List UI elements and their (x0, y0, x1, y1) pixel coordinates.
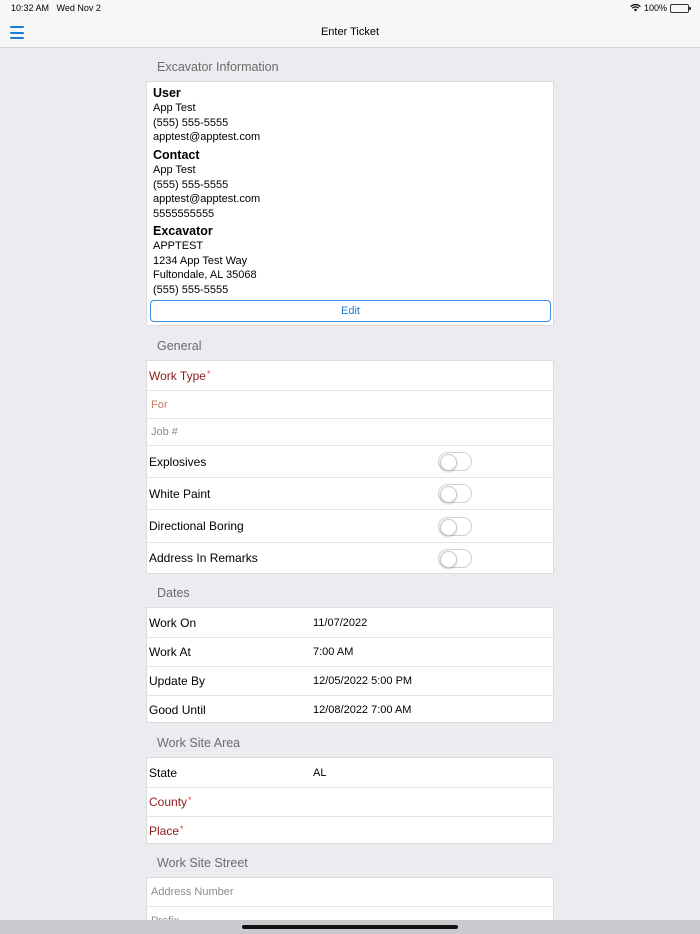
excavator-street: 1234 App Test Way (153, 254, 248, 267)
date-text: Wed Nov 2 (56, 3, 101, 13)
place-label: Place* (149, 823, 184, 838)
wifi-icon (630, 4, 641, 12)
contact-alt-phone: 5555555555 (153, 207, 215, 220)
excavator-title: Excavator (153, 224, 213, 238)
excavator-company: APPTEST (153, 240, 204, 252)
contact-name: App Test (153, 164, 196, 176)
section-header-work-site-area: Work Site Area (157, 736, 241, 750)
page-title: Enter Ticket (320, 26, 380, 38)
excavator-info-card (146, 81, 554, 326)
work-site-area-card (146, 757, 554, 844)
excavator-phone: (555) 555-5555 (153, 283, 229, 296)
user-name: App Test (153, 102, 196, 114)
contact-title: Contact (153, 148, 200, 162)
contact-email: apptest@apptest.com (153, 193, 261, 205)
section-header-work-site-street: Work Site Street (157, 856, 248, 870)
place-row[interactable] (147, 816, 553, 844)
state-label: State (149, 765, 178, 780)
work-on-value: 11/07/2022 (313, 616, 368, 629)
directional-boring-toggle[interactable] (438, 517, 472, 536)
address-in-remarks-row (147, 542, 553, 573)
excavator-city: Fultondale, AL 35068 (153, 269, 257, 281)
county-label: County* (149, 795, 192, 809)
user-title: User (153, 86, 181, 100)
address-in-remarks-label: Address In Remarks (149, 551, 258, 565)
excavator-block (147, 224, 257, 297)
good-until-row[interactable] (147, 695, 553, 723)
directional-boring-label: Directional Boring (149, 519, 244, 533)
work-on-row[interactable] (147, 608, 553, 637)
job-number-placeholder: Job # (151, 426, 178, 438)
user-phone: (555) 555-5555 (153, 116, 229, 129)
general-card (146, 360, 554, 574)
update-by-label: Update By (149, 674, 206, 688)
section-header-excavator-information: Excavator Information (157, 60, 279, 74)
address-number-field[interactable] (147, 878, 553, 906)
home-indicator[interactable] (242, 925, 458, 929)
for-field[interactable] (147, 390, 553, 418)
status-bar (0, 0, 700, 17)
explosives-toggle[interactable] (438, 452, 472, 471)
required-asterisk: * (206, 368, 211, 379)
county-row[interactable] (147, 787, 553, 816)
status-right (630, 3, 689, 13)
explosives-row (147, 445, 553, 477)
user-email: apptest@apptest.com (153, 131, 261, 143)
work-on-label: Work On (149, 615, 197, 630)
work-at-value: 7:00 AM (313, 646, 354, 658)
update-by-row[interactable] (147, 666, 553, 695)
contact-block (147, 148, 260, 221)
work-at-row[interactable] (147, 637, 553, 666)
section-header-dates: Dates (157, 586, 190, 600)
status-time (11, 3, 101, 13)
user-block (147, 86, 260, 145)
white-paint-toggle[interactable] (438, 484, 472, 503)
update-by-value: 12/05/2022 5:00 PM (313, 675, 413, 687)
address-number-placeholder: Address Number (151, 886, 234, 898)
job-number-field[interactable] (147, 418, 553, 445)
battery-text: 100% (643, 3, 667, 13)
work-at-label: Work At (149, 645, 191, 659)
directional-boring-row (147, 509, 553, 542)
white-paint-row (147, 477, 553, 509)
work-type-row[interactable] (147, 361, 553, 390)
required-asterisk: * (188, 795, 192, 805)
state-row[interactable] (147, 758, 553, 787)
address-in-remarks-toggle[interactable] (438, 549, 472, 568)
section-header-general: General (157, 339, 202, 353)
work-type-label: Work Type* (149, 368, 211, 383)
state-value: AL (313, 766, 327, 779)
explosives-label: Explosives (149, 454, 207, 469)
good-until-label: Good Until (149, 702, 206, 717)
contact-phone: (555) 555-5555 (153, 178, 229, 191)
dates-card (146, 607, 554, 723)
battery-icon (670, 4, 689, 13)
for-placeholder: For (151, 398, 168, 411)
good-until-value: 12/08/2022 7:00 AM (313, 703, 412, 716)
time-text: 10:32 AM (11, 3, 50, 13)
white-paint-label: White Paint (149, 486, 211, 501)
required-asterisk: * (180, 823, 184, 834)
nav-bar (0, 17, 700, 48)
edit-button[interactable]: Edit (150, 300, 551, 322)
work-site-street-card (146, 877, 554, 920)
